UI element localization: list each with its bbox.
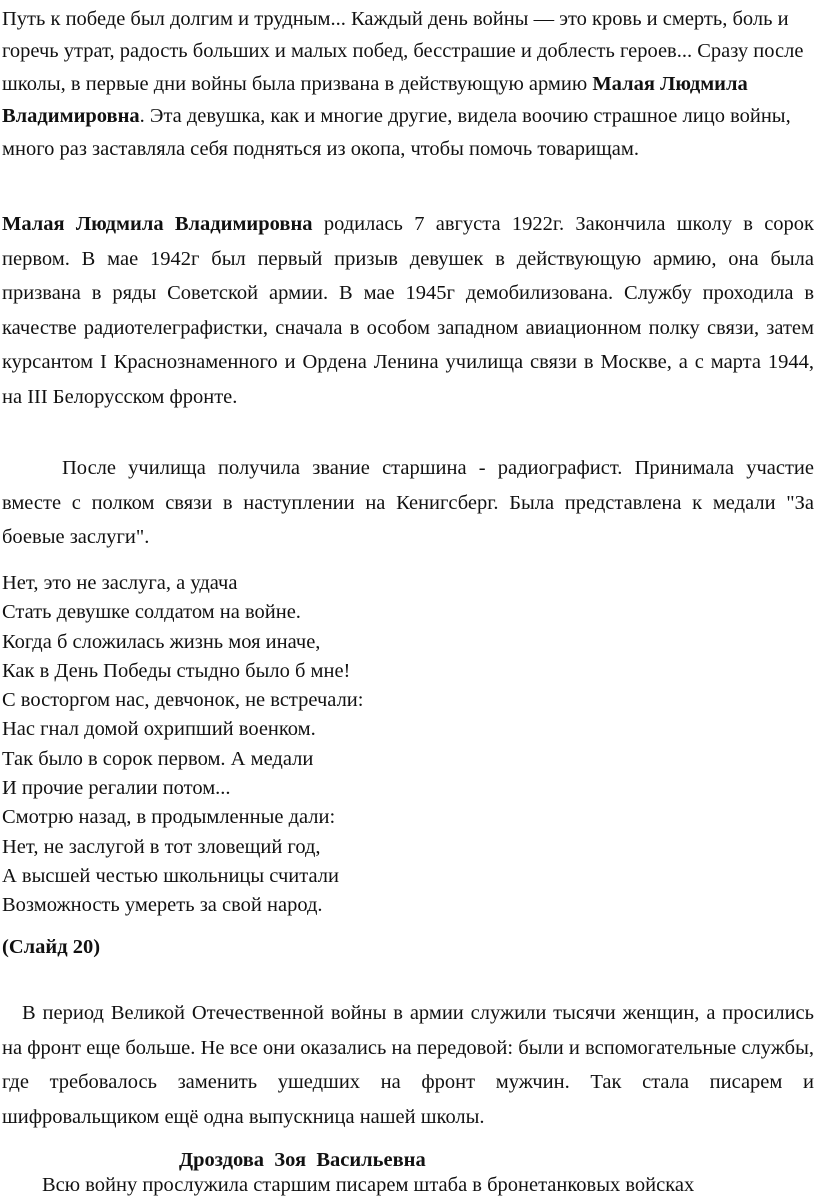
poem-line: Возможность умереть за свой народ. [2,894,323,917]
women-service-paragraph: В период Великой Отечественной войны в армии служили тысячи женщин, а просились на фронт еще больше. Не все они оказались на передовой: были и вспомогательные службы, где требовалось заменить ушедших на фронт мужчин. Так стала писарем и шифровальщиком ещё одна выпускница нашей школы. [2,1002,814,1128]
poem-line: А высшей честью школьницы считали [2,864,339,887]
biography-text: родилась 7 августа 1922г. Закончила школу в сорок первом. В мае 1942г был первый призыв девушек в действующую армию, она была призвана в ряды Советской армии. В мае 1945г демобилизована. Службу проходила в качестве радиотелеграфистки, сначала в особом западном авиационном полку связи, затем курсантом I Краснознаменного и Ордена Ленина училища связи в Москве, а с марта 1944, на III Белорусском фронте. [2,213,815,408]
poem-line: С восторгом нас, девчонок, не встречали: [2,689,364,712]
poem-line: И прочие регалии потом... [2,777,231,800]
poem-line: Так было в сорок первом. А медали [2,747,314,770]
intro-text-before: Путь к победе был долгим и трудным... Каждый день войны — это кровь и смерть, боль и горечь утрат, радость больших и малых побед, бесстрашие и доблесть героев... Сразу после школы, в первые дни войны была призвана в действующую армию [2,8,804,95]
poem [2,569,814,921]
intro-text-after: . Эта девушка, как и многие другие, видела воочию страшное лицо войны, много раз заставляла себя подняться из окопа, чтобы помочь товарищам. [2,105,791,160]
poem-line: Как в День Победы стыдно было б мне! [2,659,351,682]
poem-line: Стать девушке солдатом на войне. [2,601,301,624]
biography-paragraph [2,207,814,414]
poem-line: Смотрю назад, в продымленные дали: [2,806,336,829]
intro-paragraph [2,3,814,165]
service-paragraph: После училища получила звание старшина - радиографист. Принимала участие вместе с полком связи в наступлении на Кенигсберг. Была представлена к медали "За боевые заслуги". [2,457,814,548]
poem-line: Нас гнал домой охрипший военком. [2,718,316,741]
person-heading: Дроздова Зоя Васильевна [179,1149,426,1171]
poem-line: Когда б сложилась жизнь моя иначе, [2,630,321,653]
poem-line: Нет, не заслугой в тот зловещий год, [2,835,321,858]
biography-person-name: Малая Людмила Владимировна [2,213,313,235]
poem-line: Нет, это не заслуга, а удача [2,572,238,594]
slide-marker: (Слайд 20) [2,936,101,958]
intro-person-name: Малая Людмила Владимировна [2,72,748,128]
person-text: Всю войну прослужила старшим писарем штаба в бронетанковых войсках [42,1174,695,1196]
